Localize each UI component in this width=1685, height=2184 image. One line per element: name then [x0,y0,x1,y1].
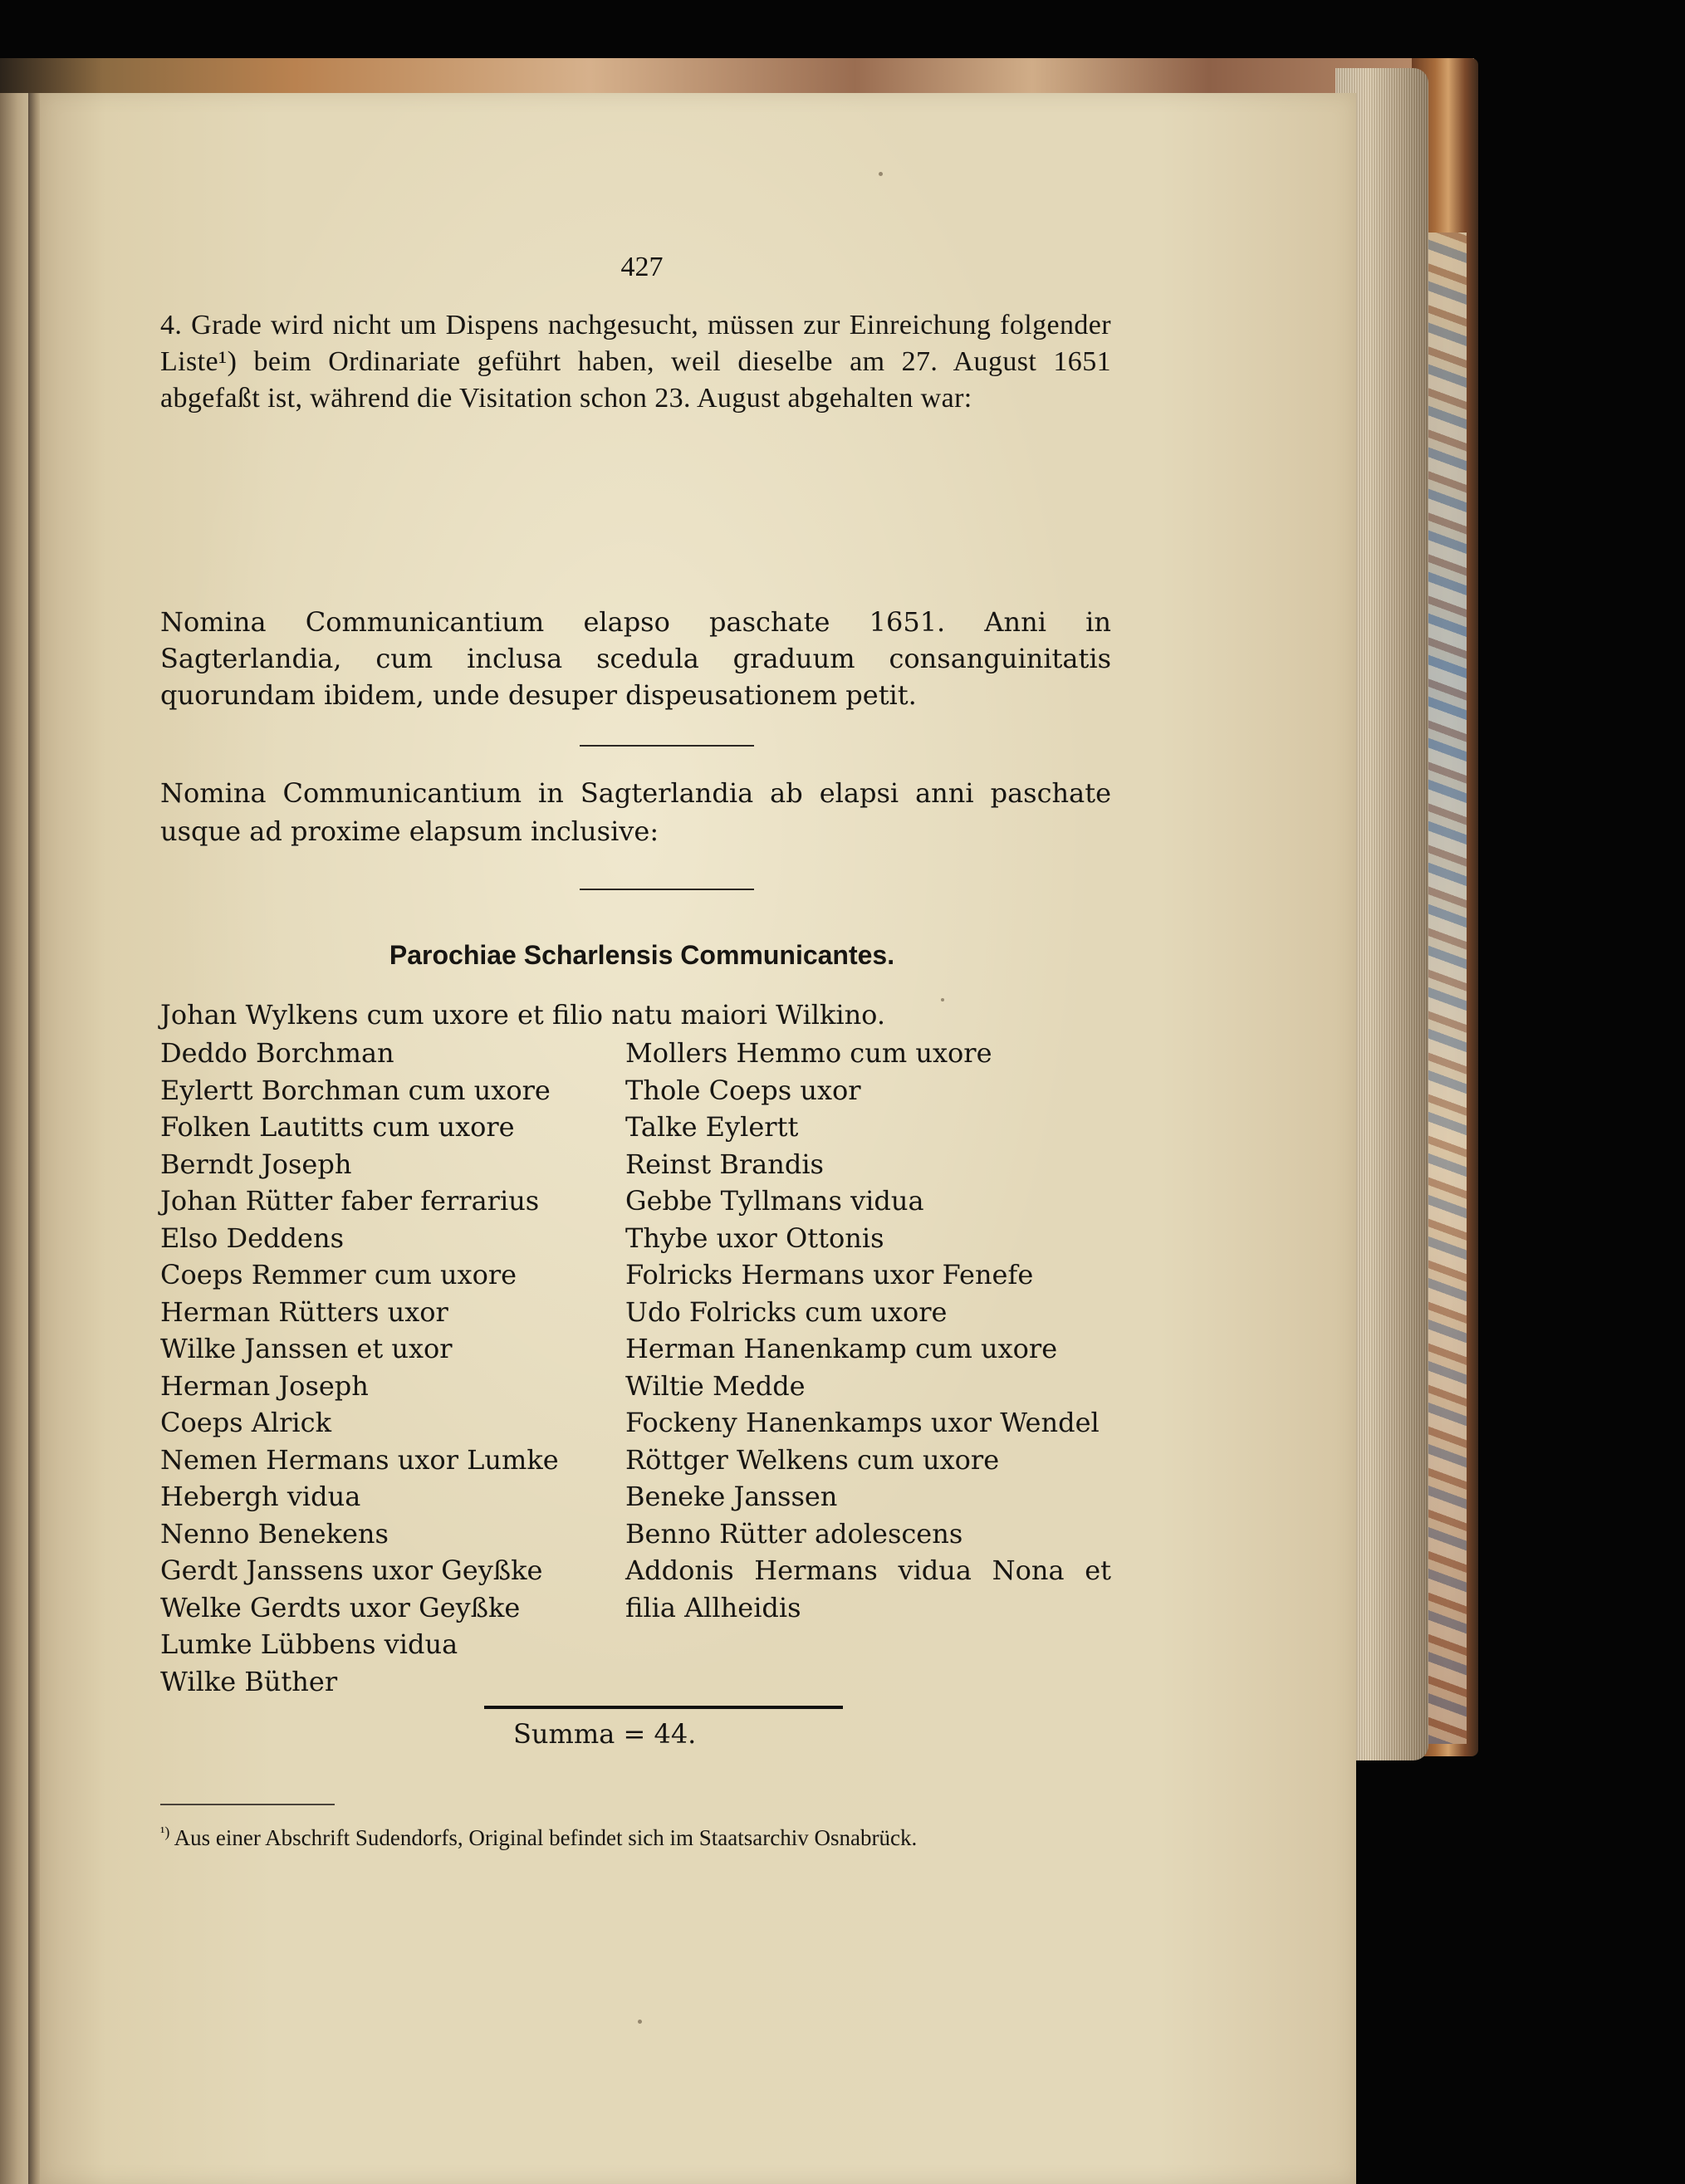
footnote-text: Aus einer Abschrift Sudendorfs, Original befindet sich im Staatsarchiv Osnabrück. [174,1825,918,1850]
list-item: Gerdt Janssens uxor Geyßke [160,1555,543,1586]
list-item: Nenno Benekens [160,1517,389,1550]
list-item: Folken Lautitts cum uxore [160,1111,515,1143]
list-item: Udo Folricks cum uxore [625,1295,948,1328]
list-item: Eylertt Borchman cum uxore [160,1074,551,1106]
list-item: Coeps Remmer cum uxore [160,1259,517,1290]
list-item: Nemen Hermans uxor Lumke [160,1443,559,1476]
first-communicant-entry: Johan Wylkens cum uxore et filio natu maiori Wilkino. [160,999,886,1031]
list-item: Wilke Janssen et uxor [160,1333,453,1364]
footnote [160,1816,1111,1853]
list-item: Fockeny Hanenkamps uxor Wendel [625,1407,1100,1438]
footnote-divider [160,1804,335,1805]
list-item: Herman Hanenkamp cum uxore [625,1333,1058,1364]
list-item: Benno Rütter adolescens [625,1517,963,1550]
list-item: Herman Joseph [160,1369,369,1402]
list-item: Mollers Hemmo cum uxore [625,1037,992,1069]
list-item: Herman Rütters uxor [160,1295,448,1328]
list-item: Folricks Hermans uxor Fenefe [625,1259,1034,1290]
latin-paragraph-2: Nomina Communicantium in Sagterlandia ab elapsi anni paschate usque ad proxime elapsum inclusive: [160,777,1111,847]
book-page [40,93,1356,2184]
list-item: Berndt Joseph [160,1148,352,1180]
latin-paragraph-1: Nomina Communicantium elapso paschate 1651. Anni in Sagterlandia, cum inclusa scedula graduum consanguinitatis quorundam ibidem, unde desuper dispeusationem petit. [160,606,1111,711]
list-item: Elso Deddens [160,1222,344,1254]
page-number: 427 [620,252,664,282]
intro-paragraph: 4. Grade wird nicht um Dispens nachgesucht, müssen zur Einreichung folgender Liste¹) beim Ordinariate geführt haben, weil dieselbe am 27. August 1651 abgefaßt ist, während die Visitation schon 23. August abgehalten war: [160,310,1111,414]
paper-speck [879,172,883,176]
list-item: Deddo Borchman [160,1037,394,1069]
list-item: Talke Eylertt [625,1111,799,1143]
marbled-cover-edge [1427,233,1467,1744]
paper-speck [941,998,944,1001]
list-item: Röttger Welkens cum uxore [625,1443,1000,1476]
summa-total: Summa = 44. [513,1718,697,1750]
list-item: Reinst Brandis [625,1148,824,1180]
list-item: Hebergh vidua [160,1481,361,1512]
parish-heading: Parochiae Scharlensis Communicantes. [389,940,895,970]
list-item: Welke Gerdts uxor Geyßke [160,1591,521,1623]
summa-divider [484,1706,843,1709]
list-item: Wilke Büther [160,1665,338,1697]
list-item: Wiltie Medde [625,1369,806,1402]
list-item: Thybe uxor Ottonis [625,1222,884,1254]
list-item: Addonis Hermans vidua Nona et filia Allheidis [625,1555,1111,1623]
list-item: Coeps Alrick [160,1407,331,1438]
section-divider-2 [580,889,754,890]
list-item: Johan Rütter faber ferrarius [160,1185,540,1217]
section-divider-1 [580,745,754,747]
list-item: Lumke Lübbens vidua [160,1628,458,1660]
footnote-marker: ¹) [160,1824,170,1840]
list-item: Gebbe Tyllmans vidua [625,1185,924,1217]
left-communicant-list [160,1035,609,1700]
list-item: Beneke Janssen [625,1481,838,1512]
paper-speck [638,2020,642,2024]
right-communicant-list [625,1035,1111,1626]
list-item: Thole Coeps uxor [625,1074,861,1106]
